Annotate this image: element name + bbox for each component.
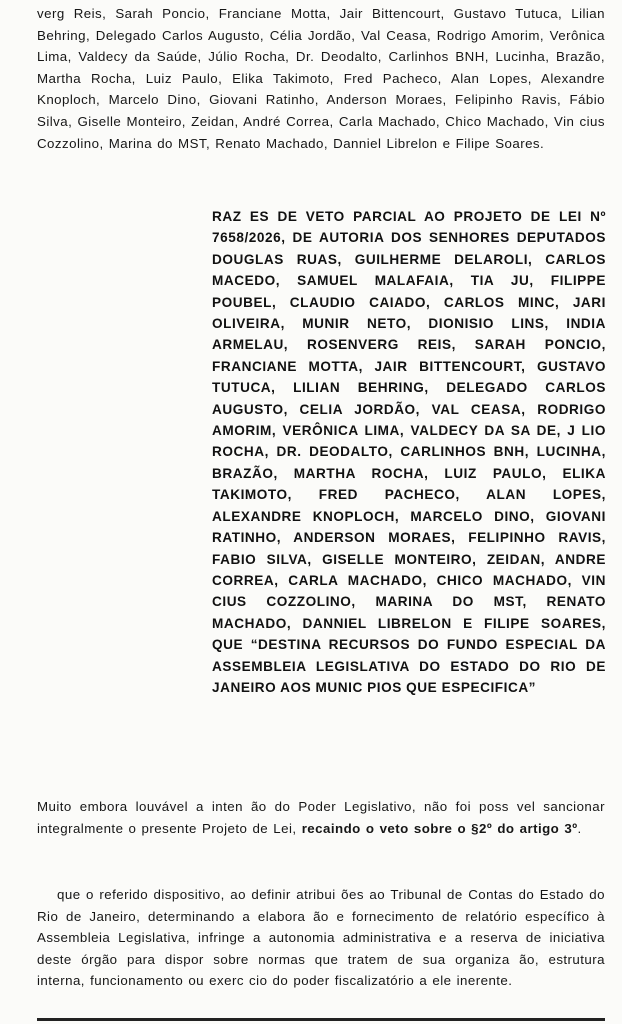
justification-tail-text: . (577, 820, 582, 836)
veto-justification-paragraph (37, 796, 605, 839)
veto-title: RAZ ES DE VETO PARCIAL AO PROJETO DE LEI Nº 7658/2026, DE AUTORIA DOS SENHORES DEPUTADOS DOUGLAS RUAS, GUILHERME DELAROLI, CARLOS MACEDO, SAMUEL MALAFAIA, TIA JU, FILIPPE POUBEL, CLAUDIO CAIADO, CARLOS MINC, JARI OLIVEIRA, MUNIR NETO, DIONISIO LINS, INDIA ARMELAU, ROSENVERG REIS, SARAH PONCIO, FRANCIANE MOTTA, JAIR BITTENCOURT, GUSTAVO TUTUCA, LILIAN BEHRING, DELEGADO CARLOS AUGUSTO, CELIA JORDÃO, VAL CEASA, RODRIGO AMORIM, VERÔNICA LIMA, VALDECY DA SA DE, J LIO ROCHA, DR. DEODALTO, CARLINHOS BNH, LUCINHA, BRAZÃO, MARTHA ROCHA, LUIZ PAULO, ELIKA TAKIMOTO, FRED PACHECO, ALAN LOPES, ALEXANDRE KNOPLOCH, MARCELO DINO, GIOVANI RATINHO, ANDERSON MORAES, FELIPINHO RAVIS, FABIO SILVA, GISELLE MONTEIRO, ZEIDAN, ANDRE CORREA, CARLA MACHADO, CHICO MACHADO, VIN CIUS COZZOLINO, MARINA DO MST, RENATO MACHADO, DANNIEL LIBRELON E FILIPE SOARES, QUE “DESTINA RECURSOS DO FUNDO ESPECIAL DA ASSEMBLEIA LEGISLATIVA DO ESTADO DO RIO DE JANEIRO AOS MUNIC PIOS QUE ESPECIFICA” (212, 209, 606, 695)
intro-paragraph: verg Reis, Sarah Poncio, Franciane Motta, Jair Bittencourt, Gustavo Tutuca, Lilian Behring, Delegado Carlos Augusto, Célia Jordão, Val Ceasa, Rodrigo Amorim, Verônica Lima, Valdecy da Saúde, Júlio Rocha, Dr. Deodalto, Carlinhos BNH, Lucinha, Brazão, Martha Rocha, Luiz Paulo, Elika Takimoto, Fred Pacheco, Alan Lopes, Alexandre Knoploch, Marcelo Dino, Giovani Ratinho, Anderson Moraes, Felipinho Ravis, Fábio Silva, Giselle Monteiro, Zeidan, André Correa, Carla Machado, Chico Machado, Vin cius Cozzolino, Marina do MST, Renato Machado, Danniel Librelon e Filipe Soares. (37, 6, 605, 151)
justification-bold-text: recaindo o veto sobre o §2º do artigo 3º (301, 820, 578, 836)
bottom-divider (37, 1018, 605, 1021)
veto-reason-paragraph: que o referido dispositivo, ao definir atribui ões ao Tribunal de Contas do Estado do Rio de Janeiro, determinando a elabora ão e fornecimento de relatório específico à Assembleia Legislativa, infringe a autonomia administrativa e a reserva de iniciativa deste órgão para dispor sobre normas que tratem de sua organiza ão, estrutura interna, funcionamento ou exerc cio do poder fiscalizatório a ele inerente. (37, 887, 605, 989)
justification-lead-text: Muito embora louvável a inten ão do Poder Legislativo, não foi poss vel sancionar integralmente o presente Projeto de Lei, (37, 799, 605, 836)
